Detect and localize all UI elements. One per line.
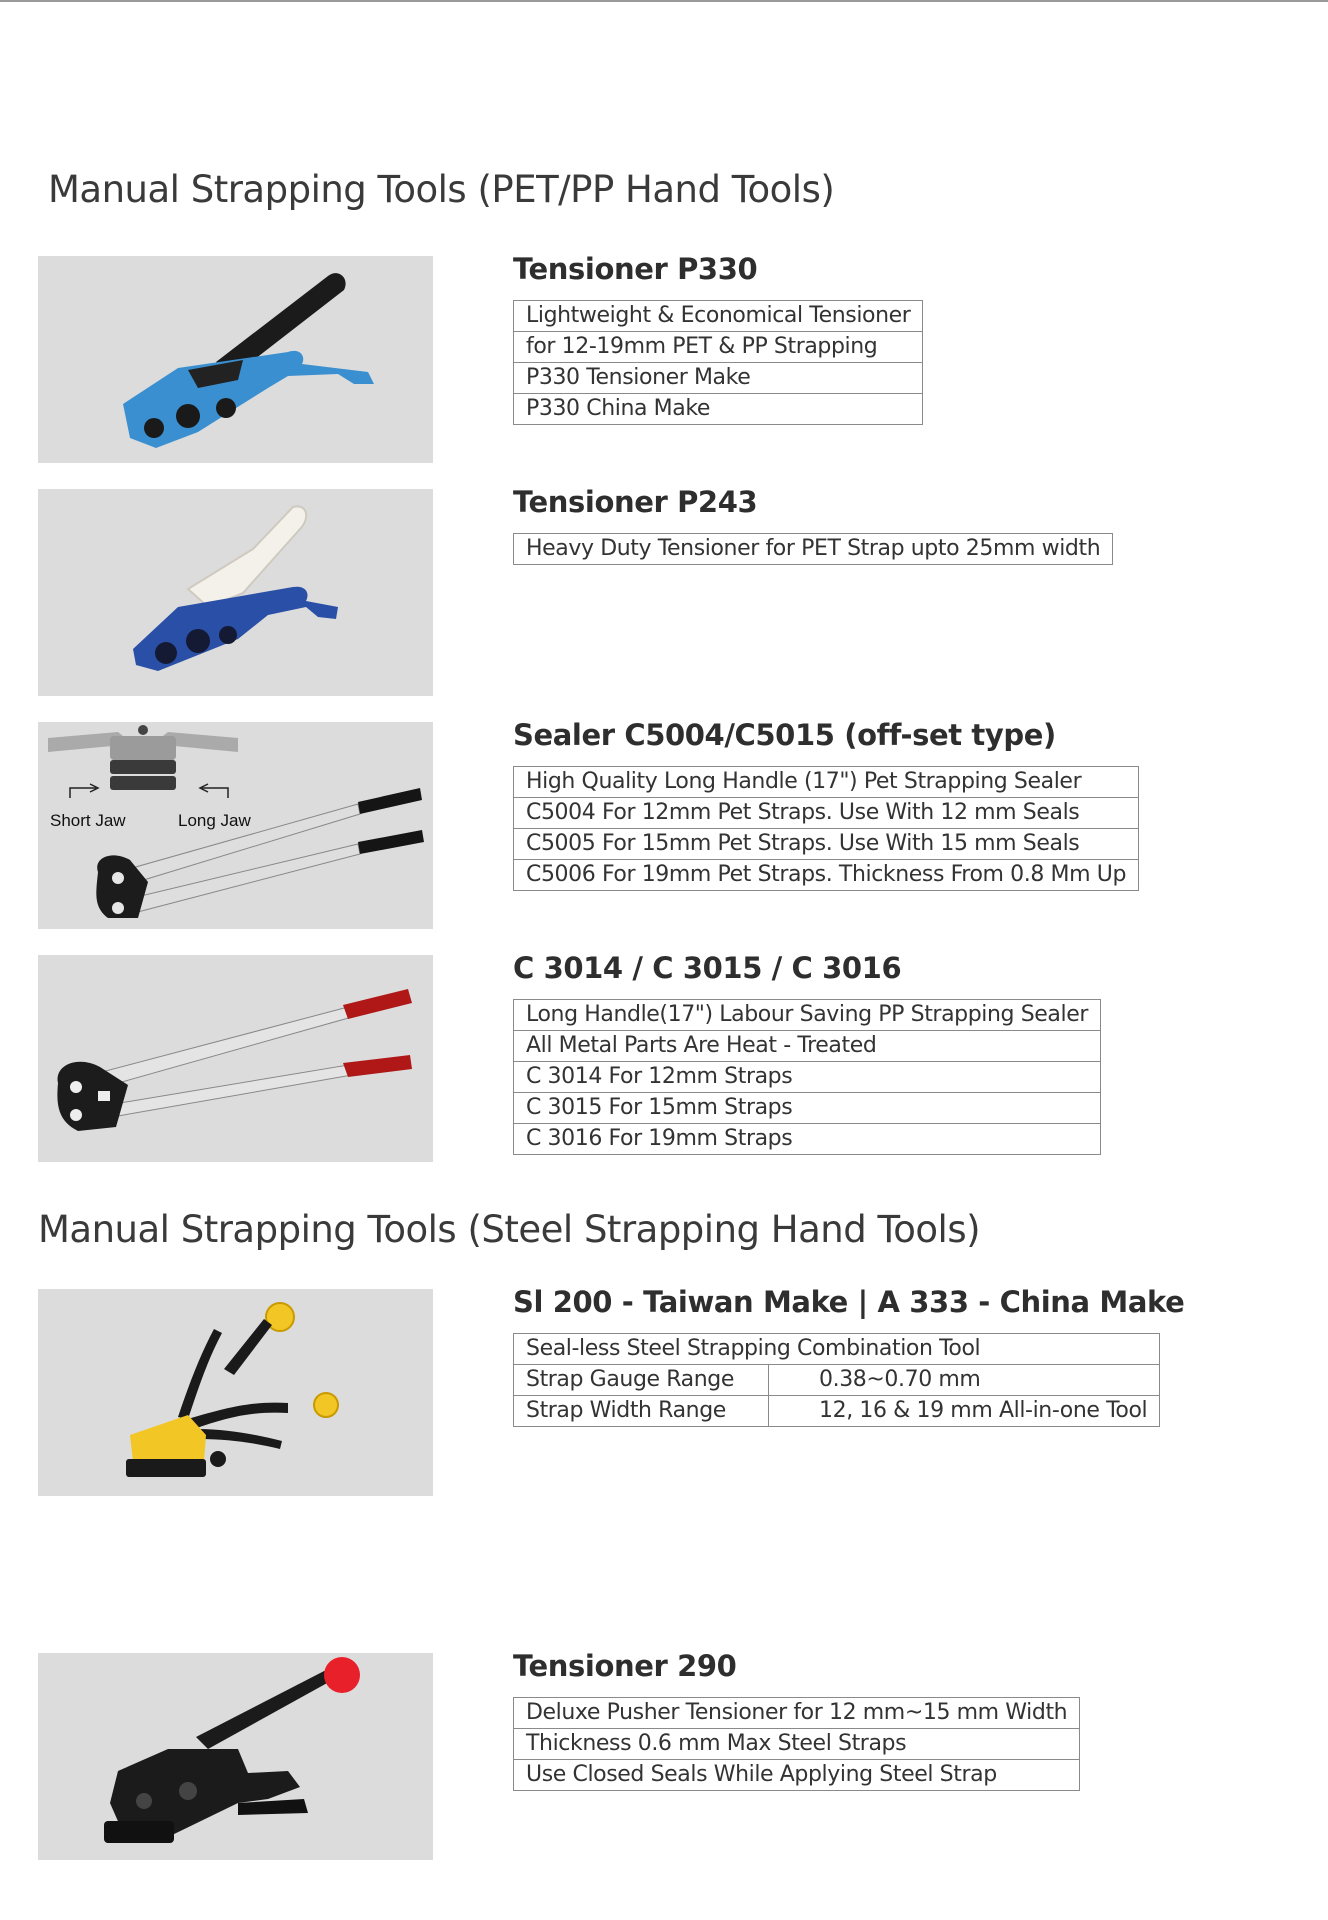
section-title-pet-pp: Manual Strapping Tools (PET/PP Hand Tools): [48, 168, 835, 211]
spec-cell: All Metal Parts Are Heat - Treated: [514, 1031, 1101, 1062]
spec-table-tensioner-p330: [513, 300, 923, 425]
product-image-tensioner-290: [38, 1653, 433, 1860]
spec-cell: Use Closed Seals While Applying Steel Strap: [514, 1760, 1080, 1791]
product-title-c3014: C 3014 / C 3015 / C 3016: [513, 951, 902, 985]
section-title-steel: Manual Strapping Tools (Steel Strapping Hand Tools): [38, 1208, 981, 1251]
yellow-steel-combination-tool-photo: [38, 1289, 433, 1496]
steel-pusher-tensioner-photo: [38, 1653, 433, 1860]
product-title-sealer-c5004: Sealer C5004/C5015 (off-set type): [513, 718, 1056, 752]
table-row: [514, 1760, 1080, 1791]
spec-table-sl200: [513, 1333, 1160, 1427]
product-image-sealer-c5004: [38, 722, 433, 929]
short-jaw-label: Short Jaw: [50, 811, 126, 830]
long-jaw-label: Long Jaw: [178, 811, 251, 830]
spec-cell: C 3015 For 15mm Straps: [514, 1093, 1101, 1124]
table-row: [514, 1093, 1101, 1124]
table-row: [514, 363, 923, 394]
table-row: [514, 1031, 1101, 1062]
table-row: [514, 1062, 1101, 1093]
spec-table-c3014: [513, 999, 1101, 1155]
spec-cell: Lightweight & Economical Tensioner: [514, 301, 923, 332]
product-image-sl200: [38, 1289, 433, 1496]
blue-pet-tensioner-photo: [38, 256, 433, 463]
spec-value-cell: 0.38~0.70 mm: [769, 1365, 1160, 1396]
table-row: [514, 1698, 1080, 1729]
spec-cell: Heavy Duty Tensioner for PET Strap upto 25mm width: [514, 534, 1113, 565]
spec-label-cell: Strap Width Range: [514, 1396, 769, 1427]
product-title-sl200: Sl 200 - Taiwan Make | A 333 - China Make: [513, 1285, 1185, 1319]
table-row: [514, 1124, 1101, 1155]
spec-cell: C 3016 For 19mm Straps: [514, 1124, 1101, 1155]
spec-cell: P330 China Make: [514, 394, 923, 425]
table-row: [514, 829, 1139, 860]
spec-cell: High Quality Long Handle (17") Pet Strapping Sealer: [514, 767, 1139, 798]
top-border-rule: [0, 0, 1328, 2]
offset-sealer-photo: [38, 722, 433, 929]
product-title-tensioner-290: Tensioner 290: [513, 1649, 737, 1683]
spec-cell: Seal-less Steel Strapping Combination Tool: [514, 1334, 1160, 1365]
spec-cell: Deluxe Pusher Tensioner for 12 mm~15 mm Width: [514, 1698, 1080, 1729]
table-row: [514, 301, 923, 332]
table-row: [514, 534, 1113, 565]
spec-cell: P330 Tensioner Make: [514, 363, 923, 394]
spec-cell: C5006 For 19mm Pet Straps. Thickness From 0.8 Mm Up: [514, 860, 1139, 891]
heavy-duty-blue-tensioner-photo: [38, 489, 433, 696]
table-row: [514, 394, 923, 425]
spec-cell: C 3014 For 12mm Straps: [514, 1062, 1101, 1093]
spec-table-tensioner-p243: [513, 533, 1113, 565]
table-row: [514, 1396, 1160, 1427]
product-image-tensioner-p243: [38, 489, 433, 696]
product-title-tensioner-p243: Tensioner P243: [513, 485, 758, 519]
spec-cell: C5005 For 15mm Pet Straps. Use With 15 mm Seals: [514, 829, 1139, 860]
table-row: [514, 767, 1139, 798]
spec-cell: Thickness 0.6 mm Max Steel Straps: [514, 1729, 1080, 1760]
spec-table-sealer-c5004: [513, 766, 1139, 891]
spec-label-cell: Strap Gauge Range: [514, 1365, 769, 1396]
table-row: [514, 860, 1139, 891]
table-row: [514, 1000, 1101, 1031]
long-handle-pp-sealer-photo: [38, 955, 433, 1162]
table-row: [514, 1729, 1080, 1760]
spec-cell: for 12-19mm PET & PP Strapping: [514, 332, 923, 363]
spec-cell: C5004 For 12mm Pet Straps. Use With 12 mm Seals: [514, 798, 1139, 829]
product-title-tensioner-p330: Tensioner P330: [513, 252, 758, 286]
spec-cell: Long Handle(17") Labour Saving PP Strapping Sealer: [514, 1000, 1101, 1031]
spec-value-cell: 12, 16 & 19 mm All-in-one Tool: [769, 1396, 1160, 1427]
product-image-tensioner-p330: [38, 256, 433, 463]
product-image-c3014: [38, 955, 433, 1162]
spec-table-tensioner-290: [513, 1697, 1080, 1791]
table-row: [514, 332, 923, 363]
table-row: [514, 798, 1139, 829]
table-row: [514, 1365, 1160, 1396]
table-row: [514, 1334, 1160, 1365]
